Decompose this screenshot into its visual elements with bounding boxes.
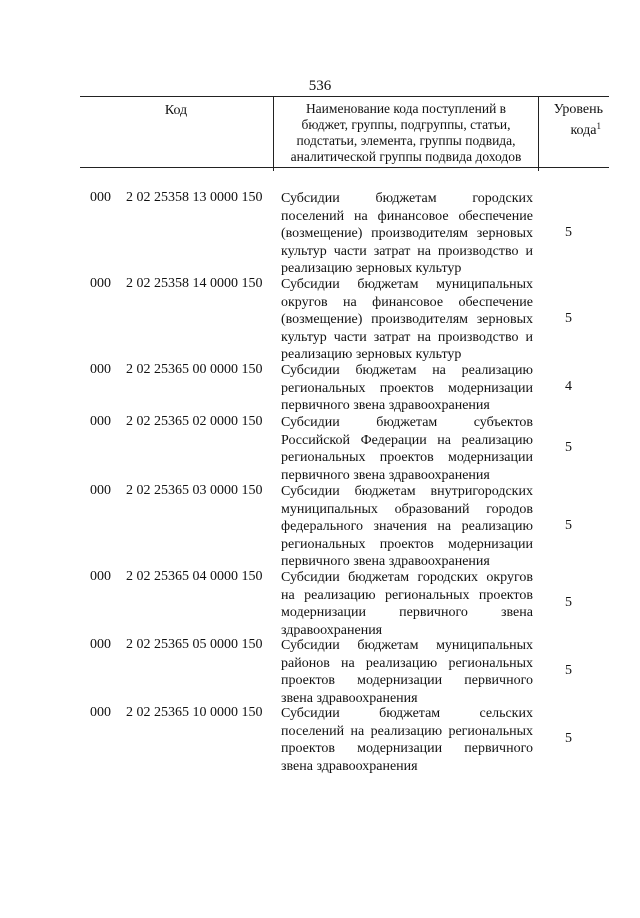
word: муниципальных	[436, 277, 533, 292]
income-code: 2 02 25365 05 0000 150	[126, 637, 263, 652]
word: и	[525, 329, 533, 345]
code-level: 5	[565, 731, 572, 746]
word: округов	[486, 570, 533, 585]
word: бюджетам	[379, 706, 441, 721]
income-name-line: реализацию зерновых культур	[281, 261, 462, 276]
income-name-line: реализацию зерновых культур	[281, 347, 462, 362]
footnote-marker: 1	[596, 121, 601, 131]
word: муниципальных	[436, 638, 533, 653]
income-code: 2 02 25365 02 0000 150	[126, 414, 263, 429]
word: федерального	[281, 519, 364, 534]
income-name-line: первичного звена здравоохранения	[281, 554, 490, 569]
word: реализацию	[370, 723, 443, 739]
word: региональных	[281, 380, 366, 396]
word: на	[432, 363, 446, 378]
income-name	[281, 414, 533, 484]
word: производителям	[371, 312, 469, 327]
word: части	[333, 243, 367, 259]
income-name-line	[281, 655, 533, 673]
word: значения	[373, 519, 427, 534]
income-code: 2 02 25358 14 0000 150	[126, 276, 263, 291]
code-level: 5	[565, 310, 572, 326]
word: бюджетам	[375, 191, 437, 206]
income-name-line	[281, 518, 533, 536]
word: округов	[281, 294, 328, 310]
income-code: 2 02 25365 04 0000 150	[126, 569, 263, 584]
word: первичного	[464, 673, 533, 688]
header-name	[273, 97, 539, 171]
word: первичного	[464, 741, 533, 756]
word: модернизации	[448, 380, 533, 396]
word: образований	[394, 501, 470, 517]
admin-code: 000	[90, 190, 111, 205]
income-name-line: первичного звена здравоохранения	[281, 398, 490, 413]
word: реализацию	[461, 432, 533, 448]
word: субъектов	[473, 415, 533, 430]
income-name-line	[281, 604, 533, 622]
income-name-line	[281, 536, 533, 554]
income-name-line	[281, 483, 533, 501]
word: Российской	[281, 432, 350, 448]
word: бюджетам	[354, 484, 416, 499]
income-name-line	[281, 449, 533, 467]
income-name	[281, 705, 533, 775]
word: Федерации	[360, 432, 427, 448]
word: бюджетам	[376, 415, 438, 430]
income-name	[281, 637, 533, 707]
word: звена	[501, 605, 533, 620]
word: зерновых	[476, 312, 533, 327]
word: производителям	[371, 226, 469, 241]
word: финансовое	[377, 208, 449, 224]
income-code: 2 02 25365 03 0000 150	[126, 483, 263, 498]
header-name-line: аналитической группы подвида доходов	[290, 149, 522, 164]
income-name-line	[281, 740, 533, 758]
income-name-line	[281, 276, 533, 294]
admin-code: 000	[90, 705, 111, 720]
word: проектов	[281, 673, 336, 688]
income-name-line	[281, 311, 533, 329]
word: бюджетам	[355, 363, 417, 378]
word: затрат	[373, 243, 411, 259]
word: культур	[281, 329, 327, 345]
code-level: 5	[565, 224, 572, 240]
income-name-line: первичного звена здравоохранения	[281, 467, 490, 483]
word: финансовое	[372, 294, 444, 310]
word: на	[417, 329, 431, 345]
income-name-line	[281, 243, 533, 261]
income-name	[281, 276, 533, 364]
income-code: 2 02 25365 10 0000 150	[126, 705, 263, 720]
income-name-line	[281, 380, 533, 398]
income-name-line	[281, 329, 533, 347]
income-name-line	[281, 294, 533, 312]
income-code: 2 02 25365 00 0000 150	[126, 362, 263, 377]
word: городских	[417, 570, 479, 585]
word: на	[343, 294, 357, 310]
word: реализацию	[461, 519, 533, 534]
word: реализацию	[365, 655, 438, 671]
word: на	[437, 432, 451, 448]
word: производство	[437, 329, 519, 345]
admin-code: 000	[90, 276, 111, 291]
word: на	[437, 519, 452, 534]
word: региональных	[448, 723, 533, 739]
income-name	[281, 190, 533, 278]
word: зерновых	[476, 226, 533, 241]
income-name-line: звена здравоохранения	[281, 690, 418, 706]
word: бюджетам	[348, 570, 410, 585]
word: региональных	[281, 450, 366, 465]
word: Субсидии	[281, 191, 340, 206]
word: обеспечение	[458, 208, 533, 224]
word: бюджетам	[357, 638, 419, 653]
word: производство	[437, 243, 519, 259]
income-name-line	[281, 501, 533, 519]
word: на	[350, 723, 365, 739]
income-name	[281, 569, 533, 639]
header-level	[538, 97, 609, 171]
admin-code: 000	[90, 569, 111, 584]
word: проектов	[281, 741, 336, 756]
word: реализацию	[304, 587, 376, 603]
word: на	[354, 208, 368, 224]
income-name-line	[281, 672, 533, 690]
word: Субсидии	[281, 484, 340, 499]
income-name-line	[281, 362, 533, 380]
word: части	[333, 329, 367, 345]
income-name-line: звена здравоохранения	[281, 758, 418, 774]
header-name-line: подстатьи, элемента, группы подвида,	[296, 133, 516, 148]
header-code: Код	[164, 103, 188, 118]
word: городских	[472, 191, 533, 206]
income-name-line	[281, 587, 533, 605]
word: проектов	[478, 587, 533, 603]
word: (возмещение)	[281, 312, 363, 327]
code-level: 5	[565, 595, 572, 610]
header-level-line: Уровень	[553, 102, 603, 117]
word: Субсидии	[281, 570, 340, 585]
word: поселений	[281, 208, 345, 224]
word: модернизации	[448, 536, 533, 552]
income-name-line	[281, 208, 533, 226]
admin-code: 000	[90, 414, 111, 429]
word: первичного	[399, 605, 468, 620]
income-name	[281, 362, 533, 415]
header-level-line	[538, 118, 609, 139]
code-level: 5	[565, 517, 572, 533]
income-name-line	[281, 569, 533, 587]
word: (возмещение)	[281, 226, 363, 241]
word: модернизации	[357, 741, 443, 756]
income-code: 2 02 25358 13 0000 150	[126, 190, 263, 205]
word: модернизации	[281, 605, 366, 620]
income-name-line	[281, 414, 533, 432]
word: поселений	[281, 723, 345, 739]
income-name-line	[281, 190, 533, 208]
income-name-line	[281, 723, 533, 741]
word: городов	[486, 501, 533, 517]
word: муниципальных	[281, 501, 378, 517]
header-level-text: кода	[570, 123, 597, 138]
word: на	[417, 243, 431, 259]
word: Субсидии	[281, 706, 340, 721]
word: и	[525, 243, 533, 259]
income-name-line	[281, 432, 533, 450]
word: внутригородских	[430, 484, 533, 499]
admin-code: 000	[90, 362, 111, 377]
word: проектов	[379, 380, 434, 396]
word: обеспечение	[458, 294, 533, 310]
code-level: 5	[565, 663, 572, 678]
word: проектов	[379, 450, 434, 465]
income-name-line	[281, 225, 533, 243]
page-number: 536	[308, 78, 332, 94]
word: Субсидии	[281, 277, 340, 292]
word: региональных	[448, 655, 533, 671]
word: Субсидии	[281, 363, 340, 378]
admin-code: 000	[90, 483, 111, 498]
word: затрат	[373, 329, 411, 345]
admin-code: 000	[90, 637, 111, 652]
word: Субсидии	[281, 638, 340, 653]
word: на	[340, 655, 355, 671]
word: культур	[281, 243, 327, 259]
code-level: 5	[565, 440, 572, 455]
word: проектов	[379, 536, 434, 552]
income-name	[281, 483, 533, 571]
word: бюджетам	[357, 277, 419, 292]
header-name-line: Наименование кода поступлений в	[305, 101, 507, 116]
word: Субсидии	[281, 415, 340, 430]
word: региональных	[384, 587, 470, 603]
word: на	[281, 587, 295, 603]
word: районов	[281, 655, 330, 671]
word: сельских	[479, 706, 533, 721]
word: модернизации	[357, 673, 443, 688]
code-level: 4	[565, 379, 572, 395]
income-name-line	[281, 637, 533, 655]
table-header	[80, 96, 609, 168]
word: реализацию	[461, 363, 533, 378]
header-name-line: бюджет, группы, подгруппы, статьи,	[301, 117, 511, 132]
income-name-line	[281, 705, 533, 723]
income-name-line: здравоохранения	[281, 622, 383, 638]
word: модернизации	[448, 450, 533, 465]
word: региональных	[281, 536, 366, 552]
